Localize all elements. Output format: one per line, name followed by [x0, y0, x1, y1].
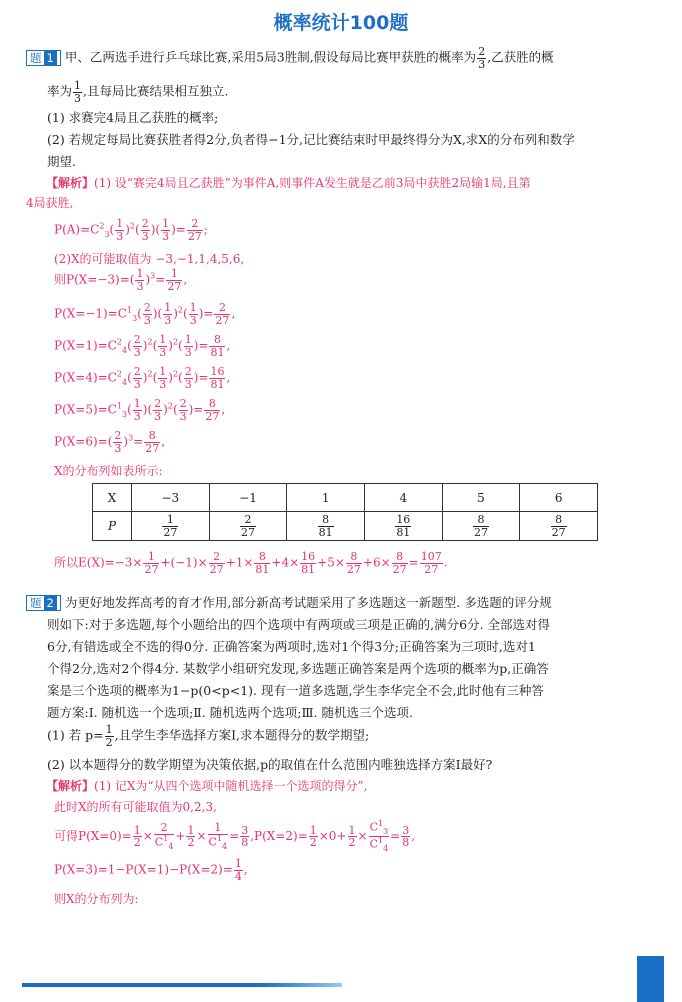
- q2-solution-line2: 此时X的所有可能取值为0,2,3,: [54, 800, 217, 814]
- q2-stem-line6: 题方案:Ⅰ. 随机选一个选项;Ⅱ. 随机选两个选项;Ⅲ. 随机选三个选项.: [47, 705, 413, 720]
- table-cell: 6: [520, 484, 598, 512]
- q2-stem-line3: 6分,有错选或全不选的得0分. 正确答案为两项时,选对1个得3分;正确答案为三项时,选对1: [47, 639, 536, 654]
- distribution-table: [92, 483, 598, 541]
- table-cell: −3: [132, 484, 210, 512]
- table-cell: −1: [209, 484, 287, 512]
- table-cell: $\frac{8}{27}$: [442, 512, 520, 541]
- q1-pa: $P(A)=C^2_3$( $\frac{1}{3}$ )$^2$( $\frac{2}{3}$ )( $\frac{1}{3}$ )= $\frac{2}{27}$ ;: [54, 217, 208, 243]
- table-cell: $\frac{16}{81}$: [364, 512, 442, 541]
- table-row-probability: [93, 512, 598, 541]
- q1-stem-line1: 题 1 甲、乙两选手进行乒乓球比赛,采用5局3胜制,假设每局比赛甲获胜的概率为 $\frac{2}{3}$ ,乙获胜的概: [26, 46, 554, 70]
- table-cell: $\frac{8}{27}$: [520, 512, 598, 541]
- q1-x-values: (2)X的可能取值为 −3,−1,1,4,5,6,: [54, 252, 245, 266]
- q1-solution-line2: 4局获胜,: [26, 196, 74, 210]
- footer-bar: [22, 983, 342, 987]
- q1-px-m3: 则P(X=−3)=( $\frac{1}{3}$ )$^3$= $\frac{1}{27}$ ,: [54, 267, 188, 293]
- q1-badge: 题 1: [26, 50, 61, 66]
- q1-px-1: $P(X=1)=C^2_4$( $\frac{2}{3}$ )$^2$( $\frac{1}{3}$ )$^2$( $\frac{1}{3}$ )= $\frac{8}{81}$ ,: [54, 333, 231, 359]
- q1-px-5: $P(X=5)=C^1_3$( $\frac{1}{3}$ )( $\frac{2}{3}$ )$^2$( $\frac{2}{3}$ )= $\frac{8}{27}$ ,: [54, 397, 226, 423]
- table-row-header: [93, 484, 598, 512]
- q1-dist-intro: X的分布列如表所示:: [54, 464, 163, 478]
- table-cell: $\frac{1}{27}$: [132, 512, 210, 541]
- q1-px-4: $P(X=4)=C^2_4$( $\frac{2}{3}$ )$^2$( $\frac{1}{3}$ )$^2$( $\frac{2}{3}$ )= $\frac{16}{81}$ ,: [54, 365, 231, 391]
- q1-stem-line2: 率为 $\frac{1}{3}$ ,且每局比赛结果相互独立.: [47, 79, 229, 105]
- table-cell: 1: [287, 484, 365, 512]
- q1-expectation: 所以E(X)=−3× $\frac{1}{27}$ +(−1)× $\frac{2}{27}$ +1× $\frac{8}{81}$ +4× $\frac{16}{81}$ +5× $\frac{8}{27}$ +6× $\frac{8}{27}$ = $\frac{107}{27}$ .: [54, 550, 448, 576]
- q1-px-6: P(X=6)=( $\frac{2}{3}$ )$^3$= $\frac{8}{27}$ ,: [54, 429, 166, 455]
- q2-solution-line5: 则X的分布列为:: [54, 892, 139, 906]
- q2-stem-line1: 题 2 为更好地发挥高考的育才作用,部分新高考试题采用了多选题这一新题型. 多选题的评分规: [26, 593, 552, 611]
- q2-solution-line3: 可得P(X=0)= $\frac{1}{2}$ × $\frac{2}{C^1_4}$ + $\frac{1}{2}$ × $\frac{1}{C^1_4}$ = $\frac{3}{8}$ ,P(X=2)= $\frac{1}{2}$ ×0+ $\frac{1}{2}$ × $\frac{C^1_3}{C^1_4}$ = $\frac{3}{8}$ ,: [54, 819, 416, 854]
- q1-part1: (1) 求赛完4局且乙获胜的概率;: [47, 110, 219, 125]
- q2-stem-line2: 则如下:对于多选题,每个小题给出的四个选项中有两项或三项是正确的,满分6分. 全部选对得: [47, 617, 551, 632]
- table-cell: $\frac{8}{81}$: [287, 512, 365, 541]
- table-cell: P: [93, 512, 132, 541]
- q1-part2: (2) 若规定每局比赛获胜者得2分,负者得−1分,记比赛结束时甲最终得分为X,求X的分布列和数学: [47, 132, 575, 147]
- q1-px-m1: $P(X=-1)=C^1_3$( $\frac{2}{3}$ )( $\frac{1}{3}$ )$^2$( $\frac{1}{3}$ )= $\frac{2}{27}$ ,: [54, 301, 236, 327]
- page-title: 概率统计100题: [273, 12, 409, 34]
- q2-stem-line5: 案是三个选项的概率为1−p(0<p<1). 现有一道多选题,学生李华完全不会,此时他有三种答: [47, 683, 544, 698]
- page-corner-tab: [637, 956, 664, 1002]
- q1-solution-line1: 【解析】(1) 设“赛完4局且乙获胜”为事件A,则事件A发生就是乙前3局中获胜2局输1局,且第: [46, 176, 531, 190]
- q2-solution-line1: 【解析】(1) 记X为“从四个选项中随机选择一个选项的得分”,: [46, 779, 368, 793]
- table-cell: 5: [442, 484, 520, 512]
- q2-part2: (2) 以本题得分的数学期望为决策依据,p的取值在什么范围内唯独选择方案Ⅰ最好?: [47, 757, 493, 772]
- q1-part2-cont: 期望.: [47, 154, 76, 169]
- table-cell: 4: [364, 484, 442, 512]
- q2-solution-line4: P(X=3)=1−P(X=1)−P(X=2)= $\frac{1}{4}$ ,: [54, 857, 248, 883]
- table-cell: $\frac{2}{27}$: [209, 512, 287, 541]
- q2-badge: 题 2: [26, 595, 61, 611]
- q2-part1: (1) 若 p= $\frac{1}{2}$ ,且学生李华选择方案Ⅰ,求本题得分的数学期望;: [47, 723, 370, 749]
- q2-stem-line4: 个得2分,选对2个得4分. 某数学小组研究发现,多选题正确答案是两个选项的概率为p,正确答: [47, 661, 549, 676]
- table-cell: X: [93, 484, 132, 512]
